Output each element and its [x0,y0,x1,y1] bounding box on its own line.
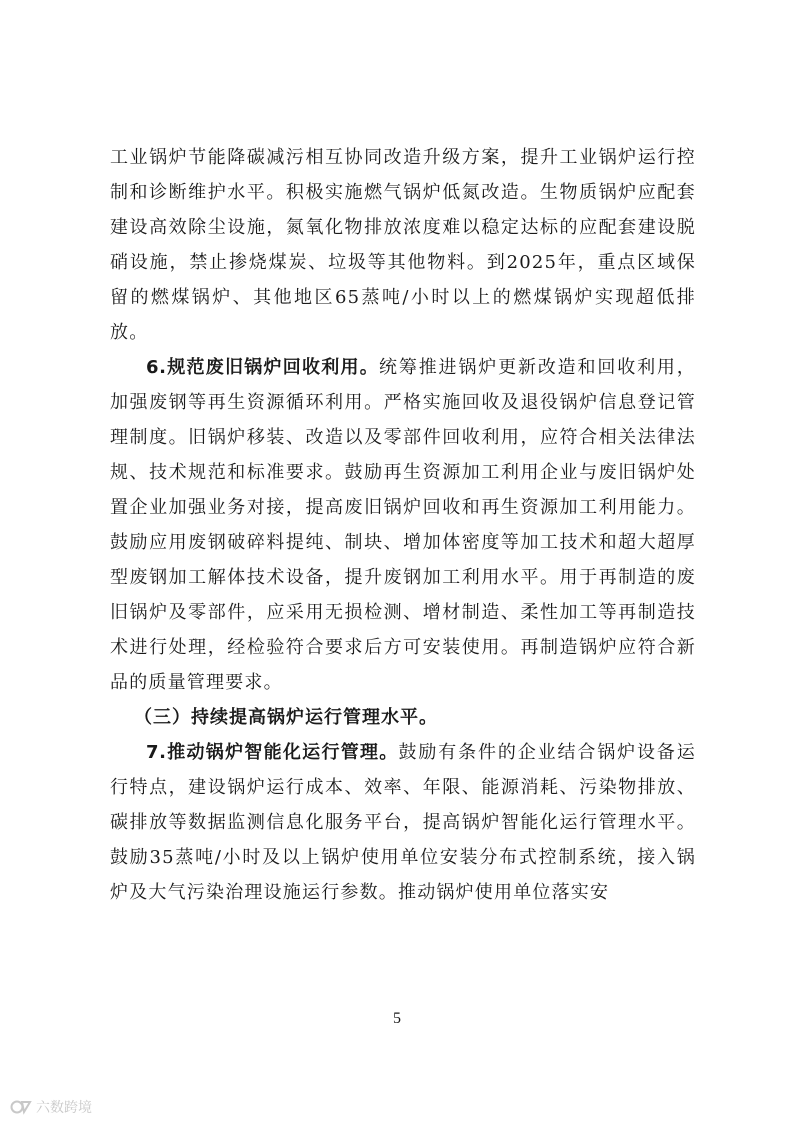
paragraph-boiler-upgrade: 工业锅炉节能降碳减污相互协同改造升级方案，提升工业锅炉运行控制和诊断维护水平。积极实施燃气锅炉低氮改造。生物质锅炉应配套建设高效除尘设施，氮氧化物排放浓度难以稳定达标的应配套建设脱硝设施，禁止掺烧煤炭、垃圾等其他物料。到2025年，重点区域保留的燃煤锅炉、其他地区65蒸吨/小时以上的燃煤锅炉实现超低排放。 [110,147,696,343]
item-7-heading: 7.推动锅炉智能化运行管理。 [146,742,399,763]
watermark [10,1097,92,1117]
page-number: 5 [393,1010,401,1027]
watermark-logo-icon [10,1099,32,1115]
item-7-body: 鼓励有条件的企业结合锅炉设备运行特点，建设锅炉运行成本、效率、年限、能源消耗、污染物排放、碳排放等数据监测信息化服务平台，提高锅炉智能化运行管理水平。鼓励35蒸吨/小时及以上锅炉使用单位安装分布式控制系统，接入锅炉及大气污染治理设施运行参数。推动锅炉使用单位落实安 [110,742,697,903]
watermark-text: 六数跨境 [36,1100,92,1116]
item-6-heading: 6.规范废旧锅炉回收利用。 [146,357,379,378]
paragraph-boiler-recycling [110,350,696,700]
paragraph-smart-operation [110,735,696,910]
item-6-body: 统筹推进锅炉更新改造和回收利用，加强废钢等再生资源循环利用。严格实施回收及退役锅炉信息登记管理制度。旧锅炉移装、改造以及零部件回收利用，应符合相关法律法规、技术规范和标准要求。鼓励再生资源加工利用企业与废旧锅炉处置企业加强业务对接，提高废旧锅炉回收和再生资源加工利用能力。鼓励应用废钢破碎料提纯、制块、增加体密度等加工技术和超大超厚型废钢加工解体技术设备，提升废钢加工利用水平。用于再制造的废旧锅炉及零部件，应采用无损检测、增材制造、柔性加工等再制造技术进行处理，经检验符合要求后方可安装使用。再制造锅炉应符合新品的质量管理要求。 [110,357,696,693]
document-body [110,140,696,910]
section-3-heading: （三）持续提高锅炉运行管理水平。 [134,707,438,728]
